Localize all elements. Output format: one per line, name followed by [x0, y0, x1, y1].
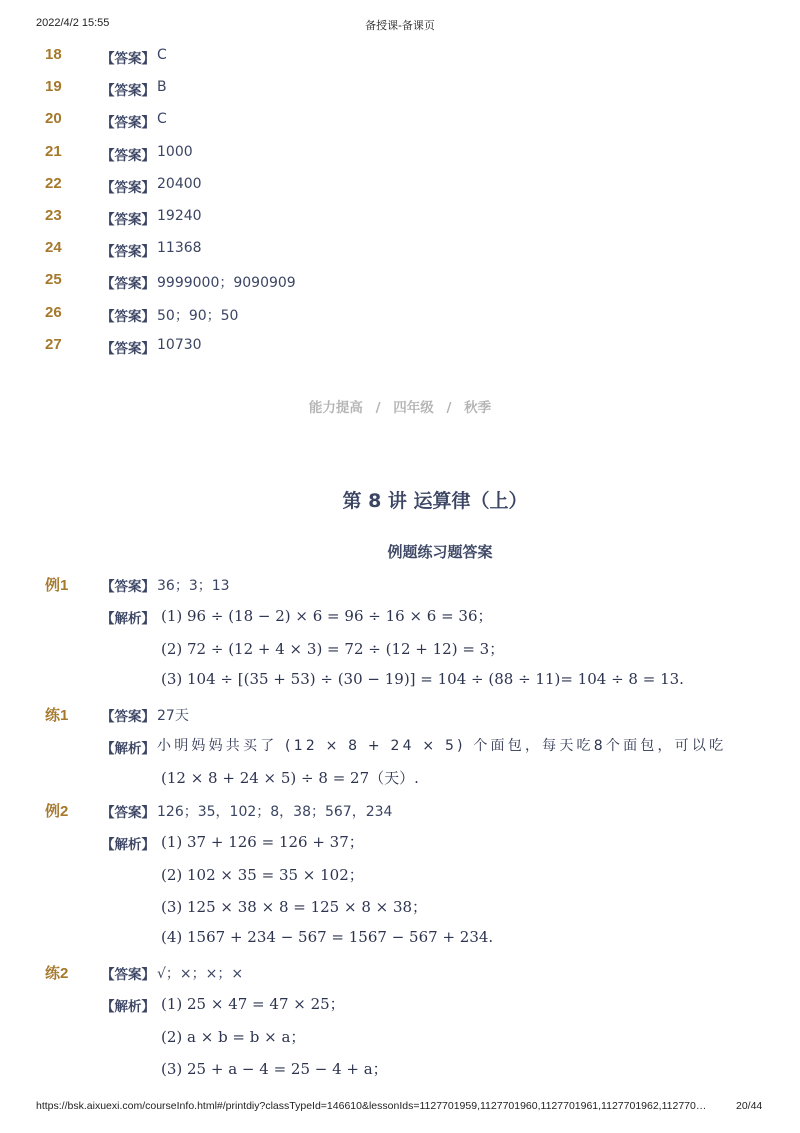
math-line: (3) 104 ÷ [(35 + 53) ÷ (30 − 19)] = 104 ÷ (88 ÷ 11)= 104 ÷ 8 = 13. — [161, 670, 684, 688]
answer-value: 19240 — [157, 208, 202, 224]
answer-tag: 【答案】 — [101, 276, 155, 292]
lesson-title: 第 8 讲 运算律（上） — [342, 490, 528, 512]
math-line: (1) 96 ÷ (18 − 2) × 6 = 96 ÷ 16 × 6 = 36； — [161, 607, 493, 625]
answer-value: 20400 — [157, 176, 202, 192]
footnote-grade: 四年级 — [393, 400, 434, 416]
example-1-analysis-line — [0, 670, 800, 696]
footnote-separator: / — [446, 400, 452, 416]
answer-row — [0, 175, 800, 199]
math-line: (2) 102 × 35 = 35 × 102； — [161, 866, 364, 884]
math-line: (1) 25 × 47 = 47 × 25； — [161, 995, 345, 1013]
example-2-answer — [0, 800, 800, 824]
answer-tag: 【答案】 — [101, 83, 155, 99]
answer-row — [0, 78, 800, 102]
question-number: 21 — [45, 143, 62, 160]
example-2-analysis-line — [0, 831, 800, 857]
answer-tag: 【答案】 — [101, 148, 155, 164]
answer-tag: 【答案】 — [101, 309, 155, 325]
practice-1-analysis-line — [0, 767, 800, 793]
analysis-tag: 【解析】 — [101, 741, 155, 757]
question-number: 25 — [45, 271, 62, 288]
math-line: (2) 72 ÷ (12 + 4 × 3) = 72 ÷ (12 + 12) = 3； — [161, 640, 505, 658]
answer-value: √；×；×；× — [157, 966, 244, 982]
footnote-level: 能力提高 — [308, 400, 363, 416]
answer-value: 36；3；13 — [157, 578, 230, 594]
math-line: (1) 37 + 126 = 126 + 37； — [161, 833, 364, 851]
answer-row — [0, 304, 800, 328]
item-label: 例2 — [45, 803, 69, 820]
page-counter: 20/44 — [736, 1100, 763, 1112]
example-1-analysis-line — [0, 638, 800, 664]
answer-tag: 【答案】 — [101, 341, 155, 357]
answer-tag: 【答案】 — [101, 51, 155, 67]
answer-value: 1000 — [157, 144, 193, 160]
math-line: (2) a × b = b × a； — [161, 1028, 306, 1046]
answer-tag: 【答案】 — [101, 244, 155, 260]
example-1-answer — [0, 574, 800, 598]
answer-row — [0, 271, 800, 295]
math-line: (3) 125 × 38 × 8 = 125 × 8 × 38； — [161, 898, 428, 916]
answer-row — [0, 239, 800, 263]
answer-tag: 【答案】 — [101, 180, 155, 196]
answer-tag: 【答案】 — [101, 115, 155, 131]
answer-value: B — [157, 79, 167, 95]
question-number: 27 — [45, 336, 62, 353]
example-1-analysis-line — [0, 605, 800, 631]
answer-value: C — [157, 111, 167, 127]
math-line: (4) 1567 + 234 − 567 = 1567 − 567 + 234. — [161, 928, 494, 946]
answer-row — [0, 110, 800, 134]
example-2-analysis-line — [0, 864, 800, 890]
practice-2-analysis-line — [0, 1026, 800, 1052]
math-line: (3) 25 + a − 4 = 25 − 4 + a； — [161, 1060, 388, 1078]
answer-tag: 【答案】 — [101, 805, 155, 821]
print-datetime: 2022/4/2 15:55 — [36, 17, 110, 29]
analysis-tag: 【解析】 — [101, 611, 155, 627]
item-label: 练2 — [45, 965, 69, 982]
answer-tag: 【答案】 — [101, 579, 155, 595]
answer-value: 27天 — [157, 708, 189, 724]
question-number: 20 — [45, 110, 62, 127]
question-number: 23 — [45, 207, 62, 224]
practice-2-analysis-line — [0, 1058, 800, 1084]
answer-value: 50；90；50 — [157, 308, 239, 324]
answer-row — [0, 143, 800, 167]
answer-tag: 【答案】 — [101, 212, 155, 228]
answer-tag: 【答案】 — [101, 967, 155, 983]
print-page-title: 备授课-备课页 — [365, 20, 435, 32]
answer-value: 11368 — [157, 240, 202, 256]
answer-row — [0, 46, 800, 70]
question-number: 26 — [45, 304, 62, 321]
print-url: https://bsk.aixuexi.com/courseInfo.html#/printdiy?classTypeId=146610&lessonIds=1127701959,1127701960,1127701961,1127701962,112770… — [36, 1100, 707, 1112]
answer-tag: 【答案】 — [101, 709, 155, 725]
page-footnote — [0, 396, 800, 416]
footnote-separator: / — [375, 400, 381, 416]
footnote-season: 秋季 — [464, 400, 492, 416]
question-number: 19 — [45, 78, 62, 95]
example-2-analysis-line — [0, 928, 800, 954]
answer-row — [0, 207, 800, 231]
analysis-text: 小明妈妈共买了 (12 × 8 + 24 × 5) 个面包，每天吃8个面包，可以吃 — [157, 738, 727, 754]
analysis-tag: 【解析】 — [101, 837, 155, 853]
question-number: 18 — [45, 46, 62, 63]
answer-value: 9999000；9090909 — [157, 275, 296, 291]
analysis-tag: 【解析】 — [101, 999, 155, 1015]
practice-1-analysis-line — [0, 735, 800, 761]
question-number: 22 — [45, 175, 62, 192]
answer-value: 10730 — [157, 337, 202, 353]
math-line: (12 × 8 + 24 × 5) ÷ 8 = 27（天）. — [161, 769, 419, 787]
lesson-subtitle: 例题练习题答案 — [387, 543, 493, 561]
answer-value: C — [157, 47, 167, 63]
practice-2-analysis-line — [0, 993, 800, 1019]
question-number: 24 — [45, 239, 62, 256]
answer-value: 126；35，102；8，38；567，234 — [157, 804, 393, 820]
practice-1-answer — [0, 704, 800, 728]
example-2-analysis-line — [0, 896, 800, 922]
practice-2-answer — [0, 962, 800, 986]
item-label: 练1 — [45, 707, 69, 724]
answer-row — [0, 336, 800, 360]
item-label: 例1 — [45, 577, 69, 594]
